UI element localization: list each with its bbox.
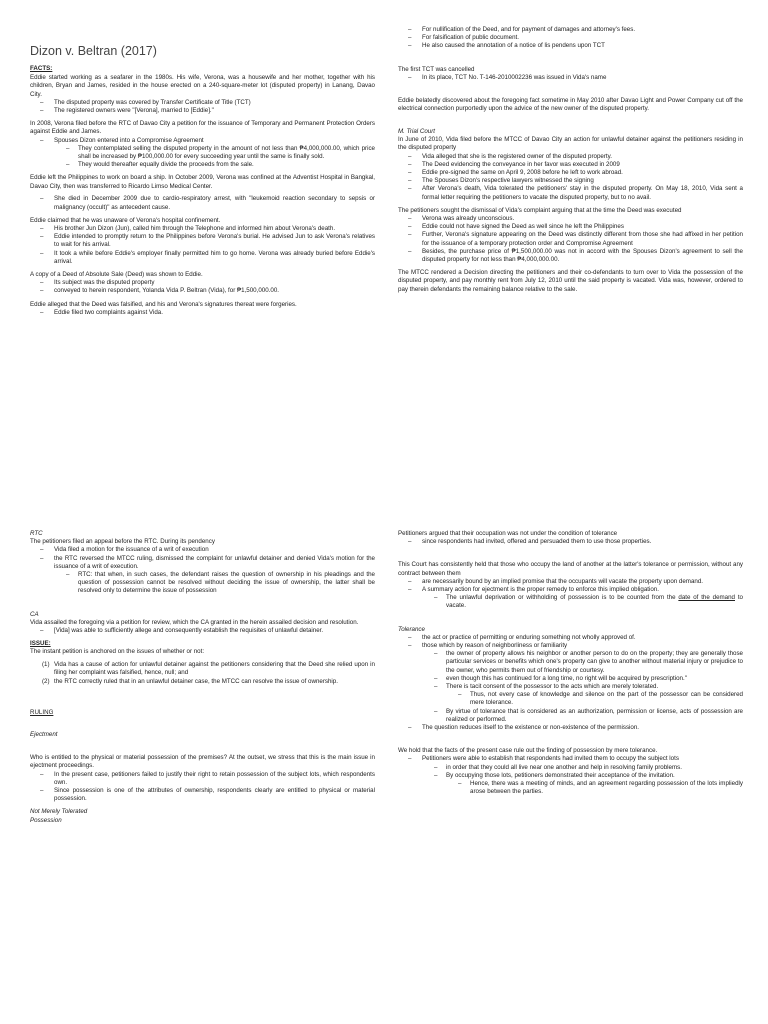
issue-heading: ISSUE: <box>30 640 51 648</box>
list-item: – The Deed evidencing the conveyance in her favor was executed in 2009 <box>398 161 743 169</box>
paragraph: Eddie started working as a seafarer in the 1980s. His wife, Verona, was a housewife and her mother, together with his children, Bryan and James, resided in the house erected on a 240-square-meter lot (disputed property) in Lanang, Davao City. <box>30 74 375 98</box>
bottom-right-column <box>398 530 743 801</box>
top-left-column <box>30 28 375 322</box>
paragraph: This Court has consistently held that those who occupy the land of another at the latter's tolerance or permission, without any contract between them <box>398 561 743 577</box>
list-item: – By occupying those lots, petitioners demonstrated their acceptance of the invitation. <box>398 772 743 780</box>
list-item: – She died in December 2009 due to cardio-respiratory arrest, with "leukemoid reaction secondary to sepsis or malignancy (occult)" as antecedent cause. <box>30 195 375 211</box>
list-item: – Eddie could not have signed the Deed as well since he left the Philippines <box>398 223 743 231</box>
list-item: – The Spouses Dizon's respective lawyers witnessed the signing <box>398 177 743 185</box>
list-item: – Its subject was the disputed property <box>30 279 375 287</box>
bullet-list <box>398 755 743 796</box>
paragraph: Vida assailed the foregoing via a petition for review, which the CA granted in the herein assailed decision and resolution. <box>30 618 359 626</box>
list-item: – He also caused the annotation of a notice of lis pendens upon TCT <box>398 42 743 50</box>
list-item: – [Vida] was able to sufficiently allege and consequently establish the requisites of unlawful detainer. <box>30 627 375 635</box>
list-item: – conveyed to herein respondent, Yolanda Vida P. Beltran (Vida), for ₱1,500,000.00. <box>30 287 375 295</box>
list-item: – Further, Verona's signature appearing on the Deed was distinctly different from those she had affixed in her petition for the issuance of a temporary protection order and Compromise Agreement <box>398 231 743 247</box>
issue-text: the RTC correctly ruled that in an unlawful detainer case, the MTCC can resolve the issue of ownership. <box>54 677 338 685</box>
list-item: – For falsification of public document. <box>398 34 743 42</box>
list-item: – The disputed property was covered by Transfer Certificate of Title (TCT) <box>30 99 375 107</box>
list-item <box>398 594 743 610</box>
paragraph: Eddie belatedly discovered about the foregoing fact sometime in May 2010 after Davao Light and Power Company cut off the electrical connection purportedly upon the advice of the new owner of the disputed property. <box>398 97 743 113</box>
bullet-list <box>398 538 743 546</box>
issue-text: Vida has a cause of action for unlawful detainer against the petitioners considering that the Deed she relied upon in filing her complaint was falsified, hence, null; and <box>54 661 375 677</box>
page-bottom <box>0 512 768 1024</box>
list-item: – in order that they could all live near one another and help in resolving family problems. <box>398 764 743 772</box>
document-title: Dizon v. Beltran (2017) <box>30 44 157 58</box>
nested-bullet-list <box>30 145 375 170</box>
nested-list-container <box>30 145 375 170</box>
nested-bullet-list <box>398 691 743 707</box>
nested-bullet-list <box>398 594 743 610</box>
nested-list-container <box>398 594 743 610</box>
list-item: – Vida alleged that she is the registered owner of the disputed property. <box>398 153 743 161</box>
list-item: – The question reduces itself to the existence or non-existence of the permission. <box>398 724 743 732</box>
nested-bullet-list <box>30 571 375 596</box>
list-item: – There is tacit consent of the possessor to the acts which are merely tolerated. <box>398 683 743 691</box>
paragraph: Who is entitled to the physical or material possession of the premises? At the outset, we stress that this is the main issue in ejectment proceedings. <box>30 754 375 770</box>
list-item: – Hence, there was a meeting of minds, and an agreement regarding possession of the lots impliedly arose between the parties. <box>398 780 743 796</box>
list-item: – They contemplated selling the disputed property in the amount of not less than ₱4,000,000.00, which price shall be increased by ₱100,000.00 for every succeeding year until the same is finally sold. <box>30 145 375 161</box>
paragraph: A copy of a Deed of Absolute Sale (Deed) was shown to Eddie. <box>30 270 203 278</box>
bullet-list <box>30 309 375 317</box>
paragraph: Eddie left the Philippines to work on board a ship. In October 2009, Verona was confined at the Adventist Hospital in Bangkal, Davao City, then was transferred to Ricardo Limso Medical Center. <box>30 174 375 190</box>
list-item: – those which by reason of neighborliness or familiarity <box>398 642 743 650</box>
nested-list-container <box>398 764 743 797</box>
ruling-heading: RULING <box>30 708 54 716</box>
list-item: – even though this has continued for a long time, no right will be acquired by prescription." <box>398 675 743 683</box>
bottom-left-column <box>30 530 375 825</box>
paragraph: In June of 2010, Vida filed before the MTCC of Davao City an action for unlawful detainer against the petitioners residing in the disputed property <box>398 136 743 152</box>
tolerance-heading: Tolerance <box>398 625 425 633</box>
issue-item <box>30 678 375 686</box>
list-item: – Eddie intended to promptly return to the Philippines before Verona's burial. He advised Jun to ask Verona's relatives to wait for his arrival. <box>30 233 375 249</box>
list-item: – are necessarily bound by an implied promise that the occupants will vacate the property upon demand. <box>398 578 743 586</box>
list-item: – Spouses Dizon entered into a Compromise Agreement <box>30 137 375 145</box>
list-item: – Thus, not every case of knowledge and silence on the part of the possessor can be considered mere tolerance. <box>398 691 743 707</box>
bullet-list <box>30 279 375 295</box>
top-right-column <box>398 26 743 298</box>
bullet-list <box>30 627 375 635</box>
list-item: – the owner of property allows his neighbor or another person to do on the property; they are generally those particular services or benefits which one's property can give to another without material injury or prejudice to the owner, who permits them out of friendship or courtesy. <box>398 650 743 675</box>
list-item: – Eddie pre-signed the same on April 9, 2008 before he left to work abroad. <box>398 169 743 177</box>
bullet-list <box>398 26 743 51</box>
list-item: – Besides, the purchase price of ₱1,500,000.00 was not in accord with the Spouses Dizon's agreement to sell the disputed property for not less than ₱4,000,000.00. <box>398 248 743 264</box>
issue-item <box>30 661 375 677</box>
paragraph: The instant petition is anchored on the issues of whether or not: <box>30 648 205 656</box>
bullet-list <box>398 215 743 264</box>
list-item: – In its place, TCT No. T-146-2010002236 was issued in Vida's name <box>398 74 743 82</box>
list-item: – The registered owners were "[Verona], married to [Eddie]." <box>30 107 375 115</box>
ejectment-heading: Ejectment <box>30 731 58 739</box>
list-item: – After Verona's death, Vida tolerated the petitioners' stay in the disputed property. On May 18, 2010, Vida sent a formal letter requiring the petitioners to vacate the disputed property, but to no avail. <box>398 185 743 201</box>
list-item: – Petitioners were able to establish that respondents had invited them to occupy the subject lots <box>398 755 743 763</box>
list-item: – RTC: that when, in such cases, the defendant raises the question of ownership in his pleadings and the question of possession cannot be resolved without deciding the issue of ownership, the latter shall be resolved only to determine the issue of possession <box>30 571 375 596</box>
list-item: – It took a while before Eddie's employer finally permitted him to go home. Verona was already buried before Eddie's arrival. <box>30 250 375 266</box>
nested-list-container <box>30 571 375 596</box>
list-item: – By virtue of tolerance that is considered as an authorization, permission or license, acts of possession are realized or performed. <box>398 708 743 724</box>
paragraph: We hold that the facts of the present case rule out the finding of possession by mere tolerance. <box>398 747 658 755</box>
paragraph: Petitioners argued that their occupation was not under the condition of tolerance <box>398 530 618 537</box>
paragraph: The petitioners filed an appeal before the RTC. During its pendency <box>30 538 215 546</box>
paragraph: The MTCC rendered a Decision directing the petitioners and their co-defendants to turn over to Vida the possession of the disputed property, and pay monthly rent from July 12, 2010 until the said property is vacated. Vida was, however, ordered to pay therein defendants the remaining balance relative to the sale. <box>398 269 743 293</box>
list-item: – Verona was already unconscious. <box>398 215 743 223</box>
bullet-list <box>30 225 375 266</box>
list-item: – A summary action for ejectment is the proper remedy to enforce this implied obligation. <box>398 586 743 594</box>
not-merely-tolerated-heading: Not Merely Tolerated <box>30 808 88 816</box>
list-item: – the act or practice of permitting or enduring something not wholly approved of. <box>398 634 743 642</box>
list-item: – since respondents had invited, offered and persuaded them to use those properties. <box>398 538 743 546</box>
bullet-list <box>30 99 375 115</box>
list-item: – They would thereafter equally divide the proceeds from the sale. <box>30 161 375 169</box>
bullet-list <box>398 153 743 202</box>
nested-list-container <box>398 780 743 796</box>
text-segment: The unlawful deprivation or withholding of possession is to be counted from the <box>446 594 679 602</box>
paragraph: The first TCT was cancelled <box>398 65 475 73</box>
list-item: – Eddie filed two complaints against Vida. <box>30 309 375 317</box>
bullet-list <box>398 634 743 732</box>
rtc-heading: RTC <box>30 530 43 537</box>
list-item: – Since possession is one of the attributes of ownership, respondents clearly are entitled to physical or material possession. <box>30 787 375 803</box>
facts-heading: FACTS: <box>30 65 53 72</box>
list-item: – For nullification of the Deed, and for payment of damages and attorney's fees. <box>398 26 743 34</box>
paragraph: Eddie claimed that he was unaware of Verona's hospital confinement. <box>30 216 221 224</box>
paragraph: The petitioners sought the dismissal of Vida's complaint arguing that at the time the Deed was executed <box>398 206 682 214</box>
nested-bullet-list <box>398 780 743 796</box>
paragraph: In 2008, Verona filed before the RTC of Davao City a petition for the issuance of Temporary and Permanent Protection Orders against Eddie and James. <box>30 120 375 136</box>
issues-list <box>30 661 375 686</box>
nested-bullet-list <box>398 650 743 724</box>
list-item: – Vida filed a motion for the issuance of a writ of execution <box>30 546 375 554</box>
nested-list-container <box>398 650 743 724</box>
bullet-list <box>398 74 743 82</box>
list-item: – the RTC reversed the MTCC ruling, dismissed the complaint for unlawful detainer and denied Vida's motion for the issuance of a writ of execution. <box>30 555 375 571</box>
bullet-list <box>30 137 375 170</box>
possession-heading: Possession <box>30 816 62 824</box>
text-segment: to vacate. <box>446 594 743 610</box>
list-item: – His brother Jun Dizon (Jun), called him through the Telephone and informed him about Verona's death. <box>30 225 375 233</box>
mtc-heading: M. Trial Court <box>398 127 436 135</box>
ca-heading: CA <box>30 610 39 618</box>
bullet-list <box>30 546 375 595</box>
nested-list-container <box>398 691 743 707</box>
underlined-text: date of the demand <box>678 594 735 602</box>
bullet-list <box>30 195 375 211</box>
nested-bullet-list <box>398 764 743 797</box>
paragraph: Eddie alleged that the Deed was falsified, and his and Verona's signatures thereat were forgeries. <box>30 300 297 308</box>
bullet-list <box>30 771 375 804</box>
bullet-list <box>398 578 743 611</box>
list-item: – In the present case, petitioners failed to justify their right to retain possession of the subject lots, which respondents own. <box>30 771 375 787</box>
